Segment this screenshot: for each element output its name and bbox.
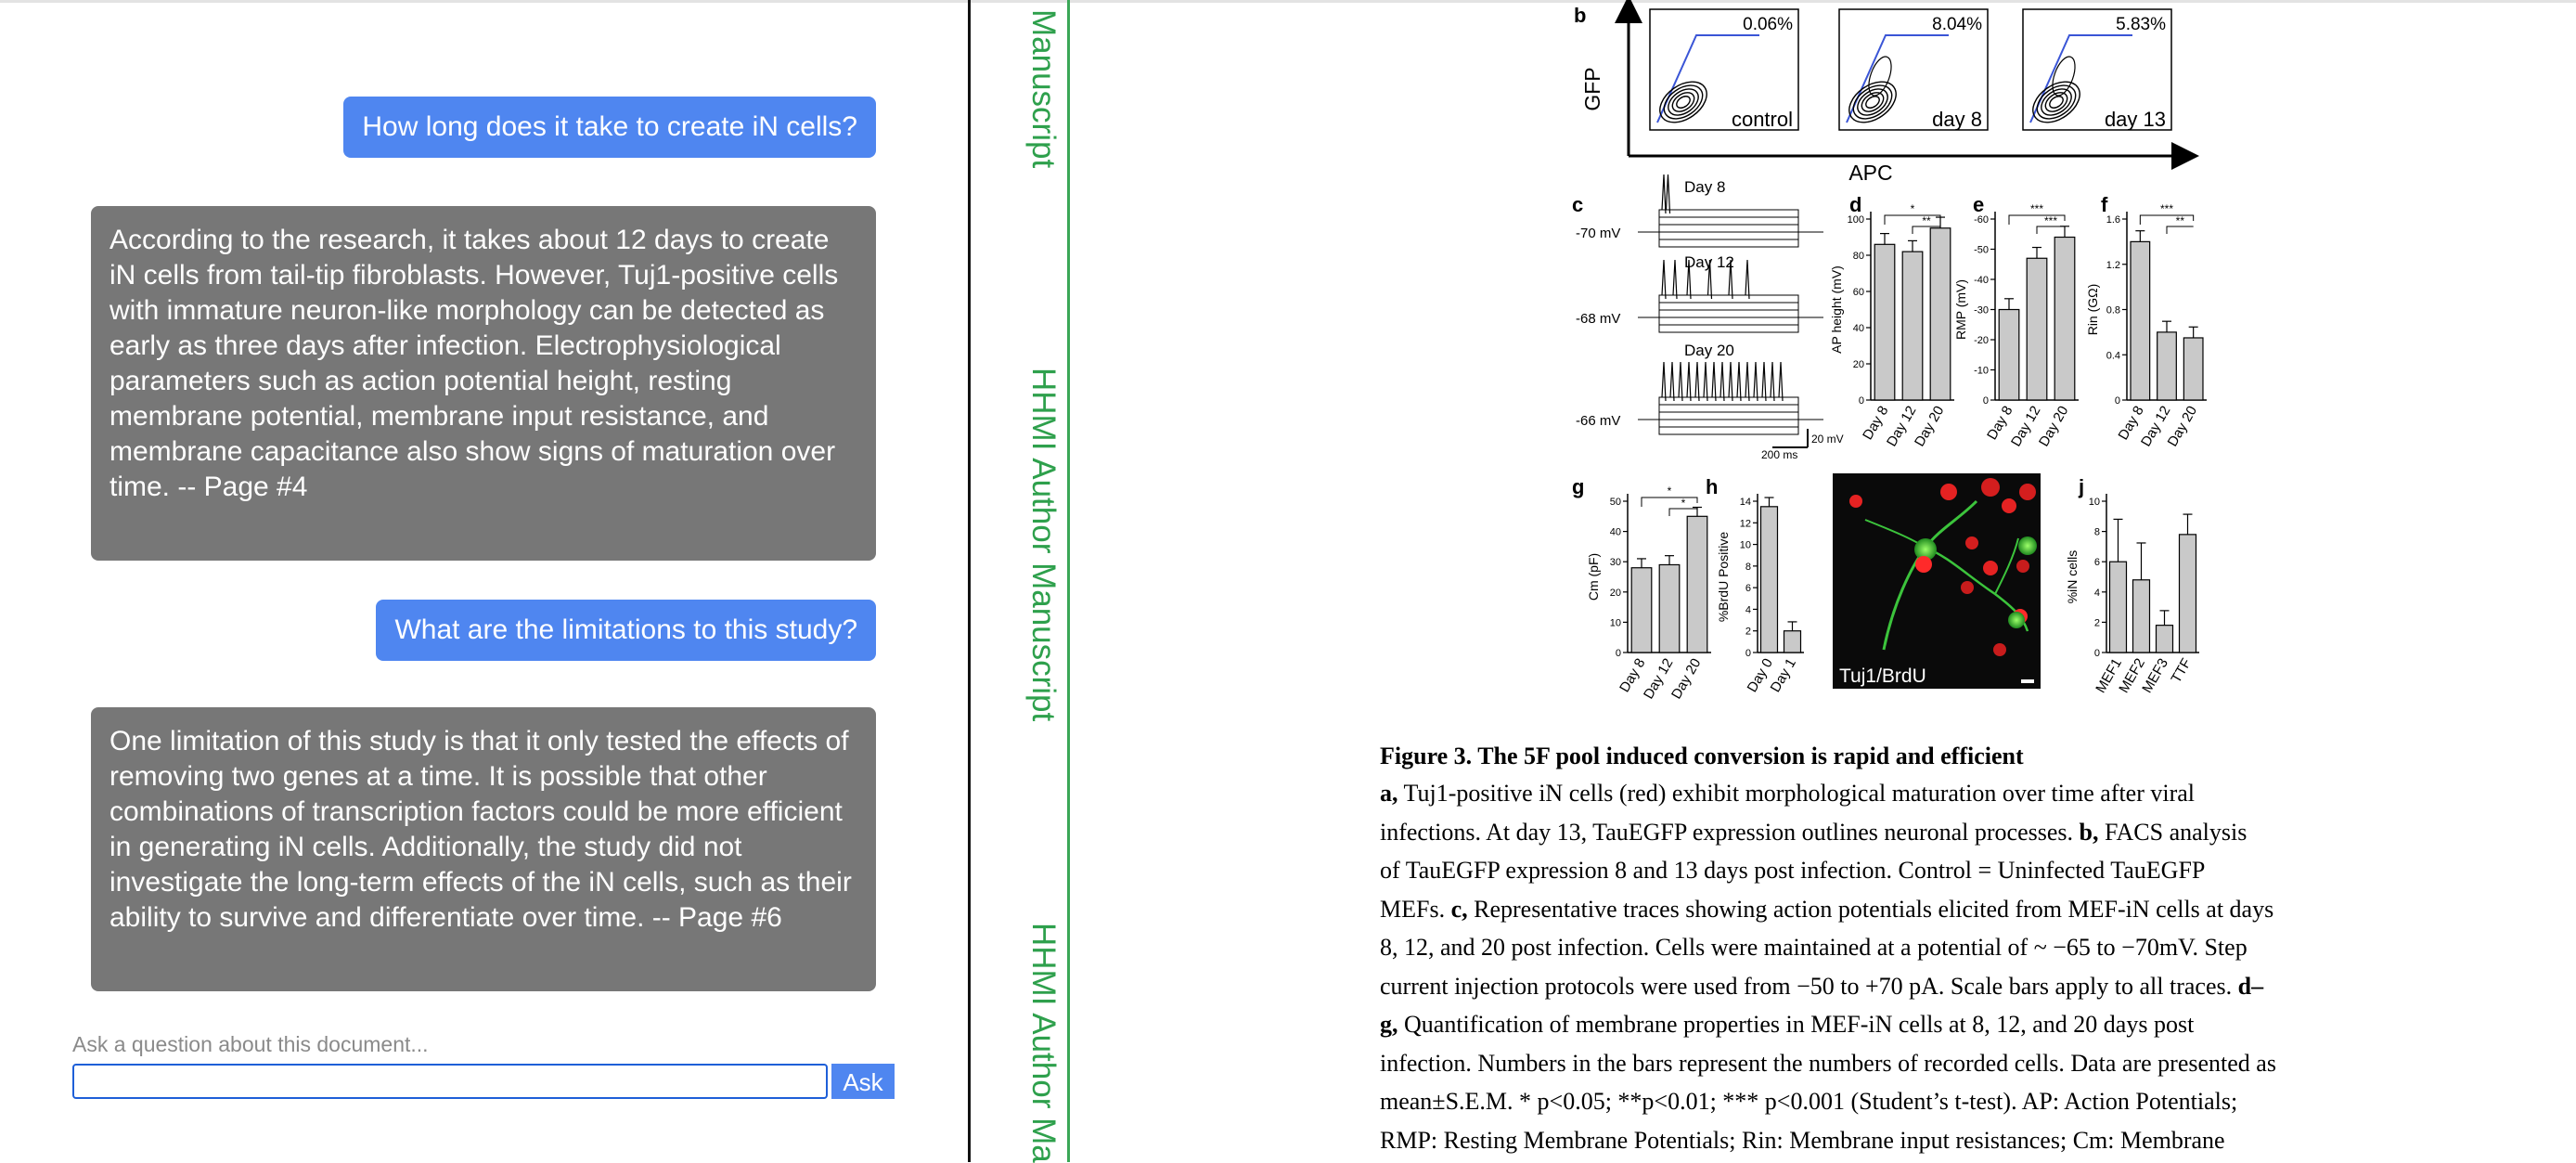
voltage-trace — [1638, 232, 1823, 239]
facs-percent: 0.06% — [1743, 15, 1793, 34]
bar — [2183, 338, 2203, 400]
scale-bar-time: 200 ms — [1761, 448, 1798, 461]
x-tick-label: Day 1 — [1767, 655, 1799, 695]
caption-line: RMP: Resting Membrane Potentials; Rin: Membrane input resistances; Cm: Membrane — [1380, 1126, 2225, 1154]
bar — [2157, 626, 2173, 653]
bar-chart-g — [1586, 485, 1711, 702]
watermark-text: Manuscript — [1025, 9, 1062, 169]
x-tick-label: Day 0 — [1744, 655, 1776, 695]
x-tick-label: Day 20 — [1911, 403, 1948, 450]
facs-percent: 5.83% — [2116, 15, 2166, 34]
x-tick-label: MEF3 — [2139, 655, 2171, 696]
bar — [2110, 562, 2127, 653]
y-tick-label: 12 — [1739, 518, 1751, 530]
action-potential-spike — [1679, 362, 1682, 401]
figure-caption — [1380, 774, 2419, 1159]
y-tick-label: 0.4 — [2106, 350, 2120, 362]
y-tick-label: 10 — [2088, 497, 2100, 508]
bar-chart-j — [2065, 494, 2199, 696]
facs-y-label: GFP — [1580, 67, 1604, 111]
micrograph-label: Tuj1/BrdU — [1839, 665, 1926, 687]
user-message: What are the limitations to this study? — [376, 600, 876, 661]
panel-label-d: d — [1849, 193, 1862, 216]
y-axis-label: Rin (GΩ) — [2085, 283, 2100, 336]
y-tick-label: 20 — [1609, 587, 1621, 599]
y-tick-label: 20 — [1852, 359, 1864, 370]
caption-line: mean±S.E.M. * p<0.05; **p<0.01; *** p<0.001 (Student’s t-test). AP: Action Potentials; — [1380, 1088, 2238, 1115]
significance-mark: * — [1910, 202, 1915, 215]
y-tick-label: 4 — [2093, 587, 2100, 599]
y-tick-label: 40 — [1852, 323, 1864, 334]
panel-label-c: c — [1572, 193, 1584, 216]
x-tick-label: TTF — [2168, 655, 2195, 686]
y-tick-label: -60 — [1974, 214, 1989, 226]
x-tick-label: MEF1 — [2093, 655, 2125, 696]
y-tick-label: -20 — [1974, 335, 1989, 346]
x-tick-label: Day 12 — [2137, 403, 2174, 450]
caption-line: infections. At day 13, TauEGFP expression outlines neuronal processes. b, FACS analysis — [1380, 818, 2248, 846]
assistant-message: One limitation of this study is that it only tested the effects of removing two genes at a time. It is possible that other combinations of transcription factors could be more efficient in generating iN cells. Additionally, the study did not investigate the long-term effects of the iN cells, such as their ability to survive and differentiate over time. -- Page #6 — [91, 707, 876, 991]
bar — [1999, 310, 2019, 401]
y-tick-label: 8 — [2093, 526, 2100, 538]
ap-traces — [1576, 174, 1844, 461]
facs-plot — [2023, 9, 2171, 131]
x-tick-label: Day 8 — [1984, 403, 2016, 443]
trace-day-label: Day 8 — [1684, 178, 1726, 196]
y-tick-label: 1.2 — [2106, 259, 2120, 271]
figure-caption-title: Figure 3. The 5F pool induced conversion is rapid and efficient — [1380, 743, 2024, 769]
y-tick-label: -30 — [1974, 304, 1989, 317]
panel-label-g: g — [1572, 475, 1585, 498]
trace-potential-label: -70 mV — [1576, 226, 1621, 241]
watermark-rule — [1067, 0, 1070, 1162]
y-tick-label: 2 — [2093, 617, 2100, 629]
facs-percent: 8.04% — [1932, 15, 1982, 34]
panel-label-j: j — [2079, 475, 2085, 498]
action-potential-spike — [1662, 260, 1666, 299]
y-tick-label: 80 — [1852, 251, 1864, 262]
x-tick-label: Day 8 — [1860, 403, 1892, 443]
bar — [2180, 535, 2196, 653]
x-tick-label: Day 8 — [2115, 403, 2147, 443]
bar — [1659, 564, 1680, 653]
action-potential-spike — [1712, 362, 1716, 401]
significance-mark: ** — [2175, 214, 2185, 227]
bar — [1631, 568, 1652, 653]
trace-potential-label: -68 mV — [1576, 311, 1621, 327]
action-potential-spike — [1745, 260, 1749, 299]
action-potential-spike — [1745, 362, 1749, 401]
significance-mark: *** — [2029, 202, 2044, 215]
bar — [2157, 332, 2177, 400]
caption-line: of TauEGFP expression 8 and 13 days post infection. Control = Uninfected TauEGFP — [1380, 857, 2206, 884]
y-tick-label: 0 — [1858, 395, 1864, 407]
bar — [2133, 580, 2150, 653]
voltage-trace — [1638, 225, 1823, 232]
bar — [1930, 228, 1951, 400]
caption-line: a, Tuj1-positive iN cells (red) exhibit morphological maturation over time after viral — [1380, 780, 2196, 807]
bar — [2131, 241, 2150, 400]
y-axis-label: RMP (mV) — [1953, 278, 1968, 341]
y-tick-label: 30 — [1609, 557, 1621, 569]
caption-line: 8, 12, and 20 post infection. Cells were maintained at a potential of ~ −65 to −70mV. Step — [1380, 934, 2248, 961]
figure-3 — [1559, 0, 2227, 705]
facs-condition-label: day 13 — [2104, 108, 2166, 131]
x-tick-label: Day 8 — [1616, 655, 1649, 695]
action-potential-spike — [1670, 362, 1674, 401]
watermark-text: HHMI Author Ma — [1025, 923, 1062, 1163]
y-tick-label: 10 — [1609, 617, 1621, 629]
y-tick-label: -50 — [1974, 244, 1989, 256]
y-tick-label: 2 — [1745, 626, 1751, 638]
action-potential-spike — [1667, 174, 1670, 213]
facs-condition-label: day 8 — [1932, 108, 1982, 131]
action-potential-spike — [1754, 362, 1758, 401]
y-tick-label: 8 — [1745, 561, 1751, 573]
bar — [2027, 258, 2047, 400]
y-tick-label: 6 — [1745, 583, 1751, 595]
y-axis-label: Cm (pF) — [1586, 552, 1601, 601]
action-potential-spike — [1771, 362, 1774, 401]
x-tick-label: Day 12 — [2007, 403, 2044, 450]
y-tick-label: 40 — [1609, 526, 1621, 538]
chat-panel — [0, 0, 965, 1162]
y-tick-label: 0 — [2114, 395, 2120, 407]
y-axis-label: AP height (mV) — [1829, 265, 1844, 354]
action-potential-spike — [1662, 174, 1666, 213]
x-tick-label: Day 20 — [1668, 655, 1705, 703]
y-tick-label: 1.6 — [2106, 214, 2120, 226]
y-tick-label: 0.8 — [2106, 304, 2120, 317]
y-tick-label: 0 — [1615, 648, 1621, 659]
voltage-trace — [1638, 420, 1823, 427]
action-potential-spike — [1729, 362, 1732, 401]
x-tick-label: Day 20 — [2035, 403, 2072, 450]
question-input[interactable] — [72, 1064, 828, 1099]
y-axis-label: %BrdU Positive — [1716, 531, 1731, 623]
y-tick-label: 100 — [1847, 214, 1864, 226]
user-message: How long does it take to create iN cells? — [343, 97, 876, 158]
action-potential-spike — [1662, 362, 1666, 401]
y-tick-label: 14 — [1739, 497, 1751, 508]
bar — [1687, 516, 1707, 653]
bar — [2054, 238, 2075, 401]
y-tick-label: 50 — [1609, 497, 1621, 508]
panel-label-f: f — [2101, 193, 2108, 216]
y-tick-label: 10 — [1739, 539, 1751, 551]
facs-plot — [1650, 9, 1798, 131]
y-axis-label: %iN cells — [2065, 549, 2080, 604]
bar — [1761, 507, 1778, 653]
trace-day-label: Day 12 — [1684, 253, 1734, 271]
bar-chart-f — [2085, 202, 2207, 449]
action-potential-spike — [1720, 362, 1724, 401]
assistant-message: According to the research, it takes about 12 days to create iN cells from tail-tip fibroblasts. However, Tuj1-positive cells with immature neuron-like morphology can be detected as early as three days after infection. Electrophysiological parameters such as action potential height, resting membrane potential, membrane input resistance, and membrane capacitance also show signs of maturation over time. -- Page #4 — [91, 206, 876, 561]
y-tick-label: -10 — [1974, 365, 1989, 377]
panel-label-b: b — [1574, 4, 1587, 27]
x-tick-label: Day 12 — [1883, 403, 1920, 450]
voltage-trace — [1638, 412, 1823, 420]
y-tick-label: 0 — [1982, 395, 1989, 407]
action-potential-spike — [1779, 362, 1783, 401]
significance-mark: * — [1667, 485, 1672, 498]
action-potential-spike — [1673, 260, 1677, 299]
facs-plot — [1839, 9, 1988, 131]
ask-label: Ask a question about this document... — [72, 1032, 429, 1056]
y-tick-label: 0 — [2093, 648, 2100, 659]
panel-label-e: e — [1973, 193, 1985, 216]
watermark-text: HHMI Author Manuscript — [1025, 368, 1062, 722]
action-potential-spike — [1704, 362, 1707, 401]
significance-mark: *** — [2043, 214, 2058, 227]
tuj1-brdu-micrograph — [1833, 473, 2041, 689]
bar — [1874, 244, 1895, 400]
x-tick-label: MEF2 — [2116, 655, 2148, 696]
ask-button[interactable]: Ask — [831, 1064, 895, 1099]
trace-potential-label: -66 mV — [1576, 413, 1621, 429]
action-potential-spike — [1737, 362, 1741, 401]
y-tick-label: 6 — [2093, 557, 2100, 569]
caption-line: MEFs. c, Representative traces showing action potentials elicited from MEF-iN cells at days — [1380, 895, 2274, 923]
y-tick-label: 0 — [1745, 648, 1751, 659]
caption-line: infection. Numbers in the bars represent the numbers of recorded cells. Data are presented as — [1380, 1049, 2276, 1077]
significance-mark: * — [1681, 497, 1686, 510]
action-potential-spike — [1687, 362, 1691, 401]
significance-mark: ** — [1922, 214, 1931, 227]
voltage-trace — [1638, 310, 1823, 317]
facs-panel — [1580, 9, 2185, 185]
action-potential-spike — [1762, 362, 1766, 401]
bar-chart-h — [1716, 494, 1804, 695]
bar — [1784, 631, 1801, 653]
bar-chart-d — [1829, 202, 1954, 449]
caption-line: g, Quantification of membrane properties in MEF-iN cells at 8, 12, and 20 days post — [1380, 1011, 2195, 1038]
trace-day-label: Day 20 — [1684, 342, 1734, 359]
x-tick-label: Day 12 — [1640, 655, 1677, 703]
y-tick-label: 60 — [1852, 287, 1864, 298]
scale-bar-voltage: 20 mV — [1811, 433, 1844, 446]
panel-divider[interactable] — [968, 0, 971, 1162]
voltage-trace — [1638, 317, 1823, 325]
bar — [1902, 252, 1923, 400]
panel-label-h: h — [1706, 475, 1719, 498]
y-tick-label: 4 — [1745, 604, 1751, 616]
significance-mark: *** — [2159, 202, 2174, 215]
y-tick-label: -40 — [1974, 275, 1989, 286]
bar-chart-e — [1953, 202, 2079, 449]
caption-line: current injection protocols were used from −50 to +70 pA. Scale bars apply to all traces. d– — [1380, 972, 2264, 1000]
action-potential-spike — [1695, 362, 1699, 401]
facs-condition-label: control — [1731, 108, 1793, 131]
facs-x-label: APC — [1848, 161, 1893, 185]
x-tick-label: Day 20 — [2164, 403, 2201, 450]
